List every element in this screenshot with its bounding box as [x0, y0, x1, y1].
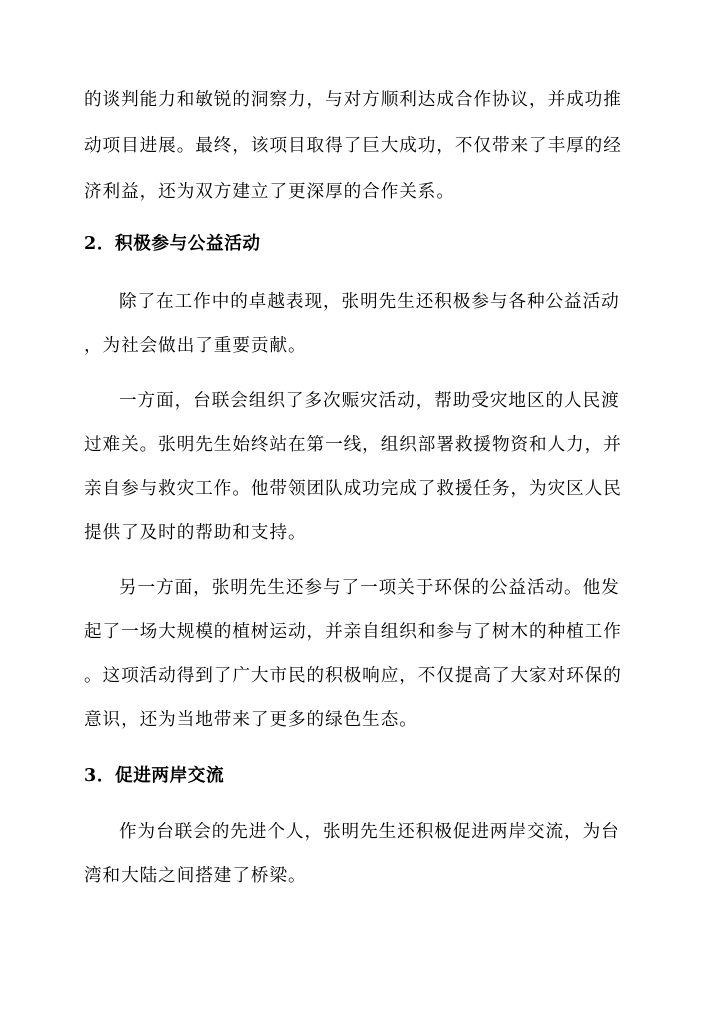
paragraph-line: 过难关。张明先生始终站在第一线，组织部署救援物资和人力，并: [84, 435, 622, 455]
paragraph-line: 除了在工作中的卓越表现，张明先生还积极参与各种公益活动: [119, 292, 620, 312]
paragraph-line: 动项目进展。最终，该项目取得了巨大成功，不仅带来了丰厚的经: [84, 136, 622, 156]
paragraph-line: 的谈判能力和敏锐的洞察力，与对方顺利达成合作协议，并成功推: [84, 90, 622, 110]
paragraph-line: 起了一场大规模的植树运动，并亲自组织和参与了树木的种植工作: [84, 622, 622, 642]
section-heading-2: 2．积极参与公益活动: [84, 233, 261, 254]
paragraph-line: 另一方面，张明先生还参与了一项关于环保的公益活动。他发: [119, 578, 620, 598]
paragraph-line: ，为社会做出了重要贡献。: [84, 336, 307, 356]
paragraph-line: 亲自参与救灾工作。他带领团队成功完成了救援任务，为灾区人民: [84, 479, 622, 499]
paragraph-line: 湾和大陆之间搭建了桥梁。: [84, 866, 307, 886]
paragraph-line: 提供了及时的帮助和支持。: [84, 523, 307, 543]
paragraph-line: 作为台联会的先进个人，张明先生还积极促进两岸交流，为台: [119, 822, 620, 842]
paragraph-line: 。这项活动得到了广大市民的积极响应，不仅提高了大家对环保的: [84, 666, 622, 686]
paragraph-line: 济利益，还为双方建立了更深厚的合作关系。: [84, 182, 455, 202]
paragraph-line: 意识，还为当地带来了更多的绿色生态。: [84, 710, 418, 730]
section-heading-3: 3．促进两岸交流: [84, 765, 225, 786]
paragraph-line: 一方面，台联会组织了多次赈灾活动，帮助受灾地区的人民渡: [119, 391, 620, 411]
